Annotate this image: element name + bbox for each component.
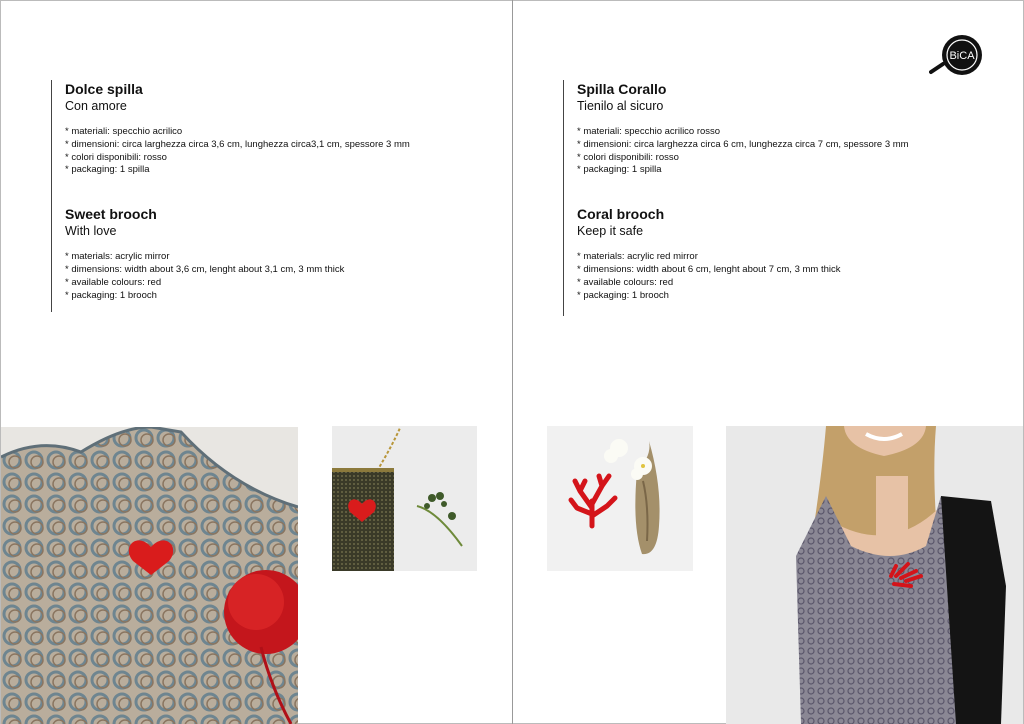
spec-item: * packaging: 1 spilla: [65, 164, 150, 176]
spec-list: [65, 251, 495, 302]
product-title: Sweet brooch: [65, 206, 157, 223]
bica-logo: [929, 34, 985, 78]
spec-item: * packaging: 1 spilla: [577, 164, 662, 176]
woman-wearing-coral-brooch-photo: [726, 426, 1023, 724]
spec-item: * colori disponibili: rosso: [577, 151, 679, 163]
spec-list: [577, 251, 1007, 302]
product-title: Dolce spilla: [65, 81, 143, 97]
product-subtitle: Tienilo al sicuro: [577, 99, 664, 113]
product-subtitle: With love: [65, 224, 117, 239]
italian-section: [65, 80, 495, 177]
spec-item: * dimensions: width about 3,6 cm, lenght about 3,1 cm, 3 mm thick: [65, 263, 345, 275]
spec-item: * packaging: 1 brooch: [577, 289, 669, 301]
spec-item: * materiali: specchio acrilico rosso: [577, 126, 721, 137]
spec-item: * available colours: red: [577, 276, 674, 288]
product-subtitle: Con amore: [65, 99, 127, 113]
spec-item: * materials: acrylic mirror: [65, 251, 170, 263]
coral-brooch-description: [563, 80, 1007, 316]
spec-list: [65, 126, 495, 177]
english-section: [577, 205, 1007, 302]
italian-section: [577, 80, 1007, 177]
product-title: Coral brooch: [577, 206, 665, 223]
coral-brooch-with-flowers-photo: [547, 426, 693, 571]
logo-text: BiCA: [949, 50, 975, 62]
spec-item: * packaging: 1 brooch: [65, 289, 157, 301]
spec-item: * dimensioni: circa larghezza circa 6 cm, lunghezza circa 7 cm, spessore 3 mm: [577, 138, 909, 150]
spec-item: * available colours: red: [65, 276, 162, 288]
spread-divider: [512, 0, 513, 724]
sweet-brooch-description: [51, 80, 495, 312]
spec-item: * dimensions: width about 6 cm, lenght about 7 cm, 3 mm thick: [577, 263, 841, 275]
heart-brooch-on-blouse-photo: [1, 427, 298, 724]
product-subtitle: Keep it safe: [577, 224, 644, 239]
heart-brooch-on-purse-photo: [332, 426, 477, 571]
spec-item: * dimensioni: circa larghezza circa 3,6 cm, lunghezza circa3,1 cm, spessore 3 mm: [65, 138, 410, 150]
spec-list: [577, 126, 1007, 177]
spec-item: * materials: acrylic red mirror: [577, 251, 698, 263]
english-section: [65, 205, 495, 302]
spec-item: * materiali: specchio acrilico: [65, 126, 183, 137]
spec-item: * colori disponibili: rosso: [65, 151, 167, 163]
product-title: Spilla Corallo: [577, 81, 667, 97]
